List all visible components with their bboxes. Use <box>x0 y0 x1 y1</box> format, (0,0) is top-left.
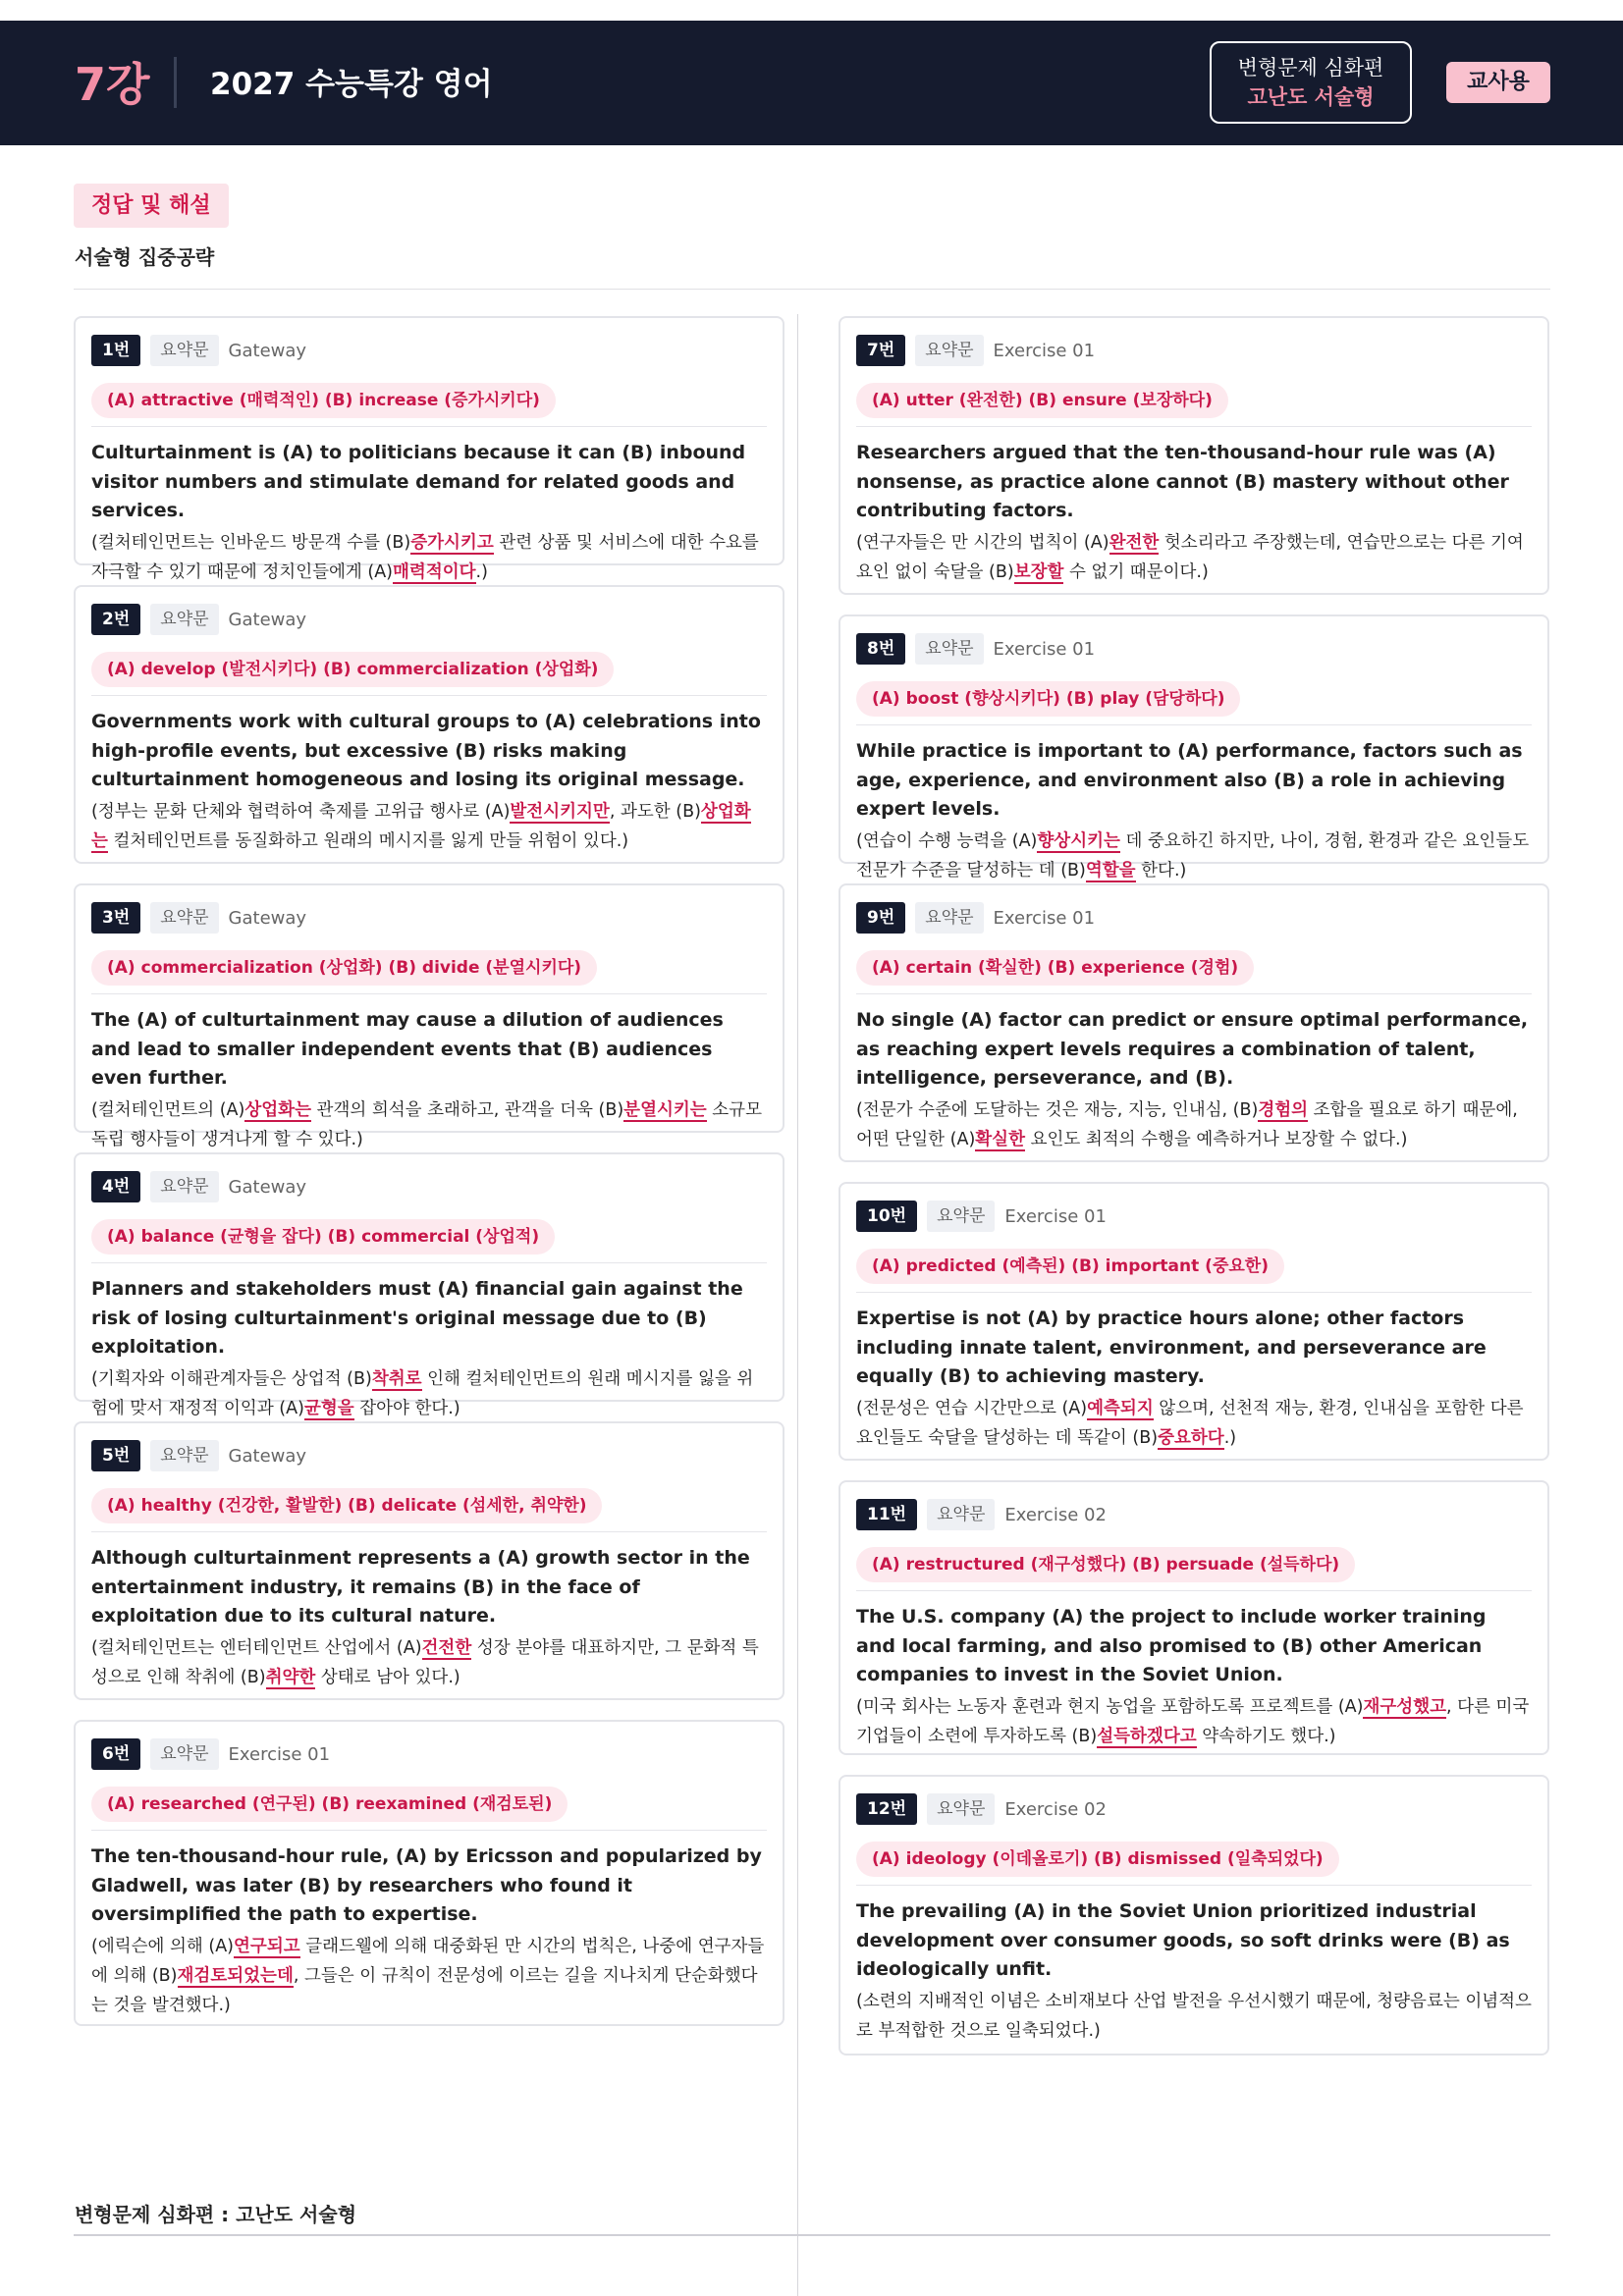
card-separator <box>91 1262 767 1263</box>
answer-pill: (A) healthy (건강한, 활발한) (B) delicate (섬세한, 취약한) <box>91 1488 602 1523</box>
answer-card <box>74 585 784 864</box>
lesson-number: 7강 <box>75 58 150 111</box>
summary-korean <box>856 528 1532 587</box>
answer-pill: (A) develop (발전시키다) (B) commercialization (상업화) <box>91 652 614 687</box>
question-number-badge: 11번 <box>856 1499 917 1530</box>
summary-english: Culturtainment is (A) to politicians because it can (B) inbound visitor numbers and stimulate demand for related goods and services. <box>91 442 746 521</box>
question-number-badge: 3번 <box>91 902 140 934</box>
translation-text: (연구자들은 만 시간의 법칙이 (A) <box>856 532 1109 553</box>
translation-text: 조합을 필요로 하기 때문에, 어떤 단일한 (A) <box>856 1099 1518 1149</box>
summary-english: Although culturtainment represents a (A) growth sector in the entertainment industry, it remains (B) in the face of exploitation due to its cultural nature. <box>91 1547 750 1627</box>
translation-text: (에릭슨에 의해 (A) <box>91 1936 235 1956</box>
question-source: Gateway <box>228 609 307 630</box>
question-number-badge: 6번 <box>91 1738 140 1770</box>
column-divider <box>797 314 798 2296</box>
highlighted-answer: 향상시키는 <box>1037 830 1120 851</box>
summary-english: The (A) of culturtainment may cause a dilution of audiences and lead to smaller independent events that (B) audiences even further. <box>91 1009 724 1089</box>
summary-english: The ten-thousand-hour rule, (A) by Ericsson and popularized by Gladwell, was later (B) by researchers who found it oversimplified the path to expertise. <box>91 1845 762 1925</box>
question-number-badge: 5번 <box>91 1440 140 1471</box>
card-header <box>856 901 1532 934</box>
section-subtitle: 서술형 집중공략 <box>75 245 215 269</box>
highlighted-answer: 취약한 <box>265 1667 316 1687</box>
answer-pill: (A) researched (연구된) (B) reexamined (재검토된) <box>91 1787 568 1822</box>
translation-text: .) <box>475 561 488 582</box>
answer-card <box>74 316 784 582</box>
highlighted-answer: 발전시키지만 <box>510 801 610 822</box>
card-header <box>91 603 767 636</box>
card-header <box>91 1737 767 1771</box>
question-number-badge: 7번 <box>856 335 905 366</box>
summary-korean <box>91 1095 767 1154</box>
highlighted-answer: 상업화는 <box>91 801 751 851</box>
question-source: Gateway <box>228 907 307 929</box>
card-separator <box>856 1292 1532 1293</box>
question-number-badge: 9번 <box>856 902 905 934</box>
summary-korean <box>91 797 767 856</box>
book-title: 2027 수능특강 영어 <box>210 67 493 102</box>
summary-english: While practice is important to (A) performance, factors such as age, experience, and environment also (B) a role in achieving expert levels. <box>856 740 1523 820</box>
card-header <box>856 1200 1532 1233</box>
translation-text: 글래드웰에 의해 대중화된 만 시간의 법칙은, 나중에 연구자들에 의해 (B) <box>91 1936 765 1986</box>
translation-text: (정부는 문화 단체와 협력하여 축제를 고위급 행사로 (A) <box>91 801 511 822</box>
question-type-tag: 요약문 <box>927 1499 995 1530</box>
summary-korean <box>91 528 767 587</box>
translation-text: (전문성은 연습 시간만으로 (A) <box>856 1398 1088 1418</box>
highlighted-answer: 건전한 <box>421 1637 472 1658</box>
highlighted-answer: 완전한 <box>1109 532 1160 553</box>
answer-card <box>74 1152 784 1418</box>
section-title: 정답 및 해설 <box>74 184 229 228</box>
translation-text: (기획자와 이해관계자들은 상업적 (B) <box>91 1368 372 1389</box>
answer-pill: (A) restructured (재구성했다) (B) persuade (설득하다) <box>856 1547 1355 1582</box>
summary-korean <box>91 1633 767 1692</box>
question-source: Gateway <box>228 1176 307 1198</box>
translation-text: .) <box>1223 1427 1237 1448</box>
highlighted-answer: 착취로 <box>371 1368 422 1389</box>
card-separator <box>91 426 767 427</box>
footer-divider <box>74 2234 1550 2236</box>
translation-text: 인해 컬처테인먼트의 원래 메시지를 잃을 위험에 맞서 재정적 이익과 (A) <box>91 1368 754 1418</box>
highlighted-answer: 보장할 <box>1013 561 1064 582</box>
series-level: 고난도 서술형 <box>1247 85 1375 109</box>
highlighted-answer: 균형을 <box>303 1398 354 1418</box>
highlighted-answer: 설득하겠다고 <box>1097 1726 1197 1746</box>
translation-text: 한다.) <box>1135 860 1187 881</box>
question-type-tag: 요약문 <box>150 1440 218 1471</box>
summary-english: Expertise is not (A) by practice hours alone; other factors including innate talent, environment, and perseverance are equally (B) to achieving mastery. <box>856 1308 1487 1387</box>
translation-text: (미국 회사는 노동자 훈련과 현지 농업을 포함하도록 프로젝트를 (A) <box>856 1696 1364 1717</box>
card-header <box>91 1170 767 1203</box>
top-divider <box>74 289 1550 290</box>
translation-text: 데 중요하긴 하지만, 나이, 경험, 환경과 같은 요인들도 전문가 수준을 달성하는 데 (B) <box>856 830 1530 881</box>
translation-text: 컬처테인먼트를 동질화하고 원래의 메시지를 잃게 만들 위험이 있다.) <box>107 830 629 851</box>
summary-english: The U.S. company (A) the project to include worker training and local farming, and also promised to (B) other American companies to invest in the Soviet Union. <box>856 1606 1487 1685</box>
card-separator <box>856 426 1532 427</box>
summary-english: Planners and stakeholders must (A) financial gain against the risk of losing culturtainment's original message due to (B) exploitation. <box>91 1278 743 1358</box>
card-header <box>856 632 1532 666</box>
question-type-tag: 요약문 <box>915 633 983 665</box>
summary-korean <box>91 1932 767 2020</box>
translation-text: 성장 분야를 대표하지만, 그 문화적 특성으로 인해 착취에 (B) <box>91 1637 759 1687</box>
question-type-tag: 요약문 <box>915 902 983 934</box>
summary-korean <box>856 1987 1532 2046</box>
answer-pill: (A) commercialization (상업화) (B) divide (분열시키다) <box>91 950 597 986</box>
question-number-badge: 2번 <box>91 604 140 635</box>
question-source: Gateway <box>228 340 307 361</box>
question-type-tag: 요약문 <box>150 1171 218 1202</box>
question-source: Exercise 01 <box>993 638 1096 660</box>
translation-text: (연습이 수행 능력을 (A) <box>856 830 1038 851</box>
answer-card <box>839 614 1549 881</box>
summary-korean <box>91 1364 767 1423</box>
highlighted-answer: 재구성했고 <box>1363 1696 1447 1717</box>
question-type-tag: 요약문 <box>150 335 218 366</box>
question-type-tag: 요약문 <box>927 1201 995 1232</box>
highlighted-answer: 재검토되었는데 <box>177 1965 294 1986</box>
translation-text: (컬처테인먼트의 (A) <box>91 1099 245 1120</box>
card-separator <box>91 1531 767 1532</box>
answer-card <box>839 316 1549 595</box>
translation-text: 약속하기도 했다.) <box>1196 1726 1336 1746</box>
translation-text: (전문가 수준에 도달하는 것은 재능, 지능, 인내심, (B) <box>856 1099 1259 1120</box>
translation-text: 요인도 최적의 수행을 예측하거나 보장할 수 없다.) <box>1025 1129 1408 1149</box>
teacher-badge: 교사용 <box>1446 62 1550 103</box>
summary-english: Researchers argued that the ten-thousand-hour rule was (A) nonsense, as practice alone cannot (B) mastery without other contributing factors. <box>856 442 1509 521</box>
question-source: Exercise 02 <box>1004 1504 1107 1525</box>
answer-card <box>839 1480 1549 1755</box>
answer-card <box>839 1775 1549 2056</box>
highlighted-answer: 분열시키는 <box>623 1099 707 1120</box>
answer-pill: (A) utter (완전한) (B) ensure (보장하다) <box>856 383 1228 418</box>
card-separator <box>91 1830 767 1831</box>
translation-text: (컬처테인먼트는 인바운드 방문객 수를 (B) <box>91 532 411 553</box>
highlighted-answer: 증가시키고 <box>410 532 494 553</box>
question-source: Exercise 01 <box>993 340 1096 361</box>
card-header <box>91 1439 767 1472</box>
question-source: Gateway <box>228 1445 307 1467</box>
question-number-badge: 1번 <box>91 335 140 366</box>
summary-english: No single (A) factor can predict or ensure optimal performance, as reaching expert levels requires a combination of talent, intelligence, perseverance, and (B). <box>856 1009 1529 1089</box>
answer-pill: (A) boost (향상시키다) (B) play (담당하다) <box>856 681 1240 717</box>
question-source: Exercise 02 <box>1004 1798 1107 1820</box>
series-name: 변형문제 심화편 <box>1237 56 1384 80</box>
summary-english: The prevailing (A) in the Soviet Union prioritized industrial development over consumer goods, so soft drinks were (B) as ideologically unfit. <box>856 1900 1510 1980</box>
answer-card <box>74 1720 784 2026</box>
translation-text: 헛소리라고 주장했는데, 연습만으로는 다른 기여 요인 없이 숙달을 (B) <box>856 532 1524 582</box>
highlighted-answer: 중요하다 <box>1158 1427 1224 1448</box>
question-type-tag: 요약문 <box>150 902 218 934</box>
highlighted-answer: 경험의 <box>1258 1099 1309 1120</box>
answer-card <box>839 1182 1549 1461</box>
question-type-tag: 요약문 <box>927 1793 995 1825</box>
question-source: Exercise 01 <box>228 1743 331 1765</box>
question-type-tag: 요약문 <box>915 335 983 366</box>
card-header <box>856 1498 1532 1531</box>
question-number-badge: 8번 <box>856 633 905 665</box>
question-number-badge: 12번 <box>856 1793 917 1825</box>
translation-text: , 과도한 (B) <box>609 801 701 822</box>
answer-card <box>74 1421 784 1700</box>
highlighted-answer: 확실한 <box>975 1129 1025 1149</box>
summary-korean <box>856 1095 1532 1154</box>
question-number-badge: 4번 <box>91 1171 140 1202</box>
series-box <box>1210 41 1412 124</box>
card-separator <box>856 993 1532 994</box>
card-separator <box>91 695 767 696</box>
answer-card <box>74 883 784 1149</box>
card-separator <box>856 724 1532 725</box>
translation-text: (컬처테인먼트는 엔터테인먼트 산업에서 (A) <box>91 1637 422 1658</box>
footer-label: 변형문제 심화편 : 고난도 서술형 <box>75 2203 357 2226</box>
question-type-tag: 요약문 <box>150 604 218 635</box>
highlighted-answer: 매력적이다 <box>393 561 476 582</box>
translation-text: 상태로 남아 있다.) <box>315 1667 460 1687</box>
answer-pill: (A) certain (확실한) (B) experience (경험) <box>856 950 1254 986</box>
card-header <box>856 334 1532 367</box>
question-number-badge: 10번 <box>856 1201 917 1232</box>
answer-pill: (A) predicted (예측된) (B) important (중요한) <box>856 1249 1284 1284</box>
translation-text: , 그들은 이 규칙이 전문성에 이르는 길을 지나치게 단순화했다는 것을 발견했다.) <box>91 1965 758 2015</box>
answer-card <box>839 883 1549 1162</box>
header-divider <box>174 57 177 108</box>
translation-text: 관련 상품 및 서비스에 대한 수요를 자극할 수 있기 때문에 정치인들에게 (A) <box>91 532 759 582</box>
summary-korean <box>856 1692 1532 1751</box>
highlighted-answer: 상업화는 <box>244 1099 311 1120</box>
answer-pill: (A) ideology (이데올로기) (B) dismissed (일축되었다) <box>856 1842 1339 1877</box>
card-separator <box>856 1885 1532 1886</box>
card-separator <box>91 993 767 994</box>
card-header <box>91 334 767 367</box>
card-separator <box>856 1590 1532 1591</box>
answer-pill: (A) balance (균형을 잡다) (B) commercial (상업적) <box>91 1219 555 1255</box>
translation-text: 않으며, 선천적 재능, 환경, 인내심을 포함한 다른 요인들도 숙달을 달성하는 데 똑같이 (B) <box>856 1398 1524 1448</box>
question-type-tag: 요약문 <box>150 1738 218 1770</box>
summary-english: Governments work with cultural groups to (A) celebrations into high-profile events, but excessive (B) risks making culturtainment homogeneous and losing its original message. <box>91 711 761 790</box>
translation-text: 잡아야 한다.) <box>353 1398 460 1418</box>
card-header <box>91 901 767 934</box>
question-source: Exercise 01 <box>1004 1205 1107 1227</box>
translation-text: 수 없기 때문이다.) <box>1063 561 1209 582</box>
highlighted-answer: 연구되고 <box>234 1936 300 1956</box>
translation-text: 소규모 독립 행사들이 생겨나게 할 수 있다.) <box>91 1099 762 1149</box>
card-header <box>856 1792 1532 1826</box>
summary-korean <box>856 1394 1532 1453</box>
translation-text: , 다른 미국 기업들이 소련에 투자하도록 (B) <box>856 1696 1530 1746</box>
highlighted-answer: 예측되지 <box>1087 1398 1154 1418</box>
answer-pill: (A) attractive (매력적인) (B) increase (증가시키다) <box>91 383 556 418</box>
translation-text: (소련의 지배적인 이념은 소비재보다 산업 발전을 우선시했기 때문에, 청량음료는 이념적으로 부적합한 것으로 일축되었다.) <box>856 1991 1532 2041</box>
summary-korean <box>856 827 1532 885</box>
question-source: Exercise 01 <box>993 907 1096 929</box>
translation-text: 관객의 희석을 초래하고, 관객을 더욱 (B) <box>310 1099 624 1120</box>
highlighted-answer: 역할을 <box>1085 860 1136 881</box>
